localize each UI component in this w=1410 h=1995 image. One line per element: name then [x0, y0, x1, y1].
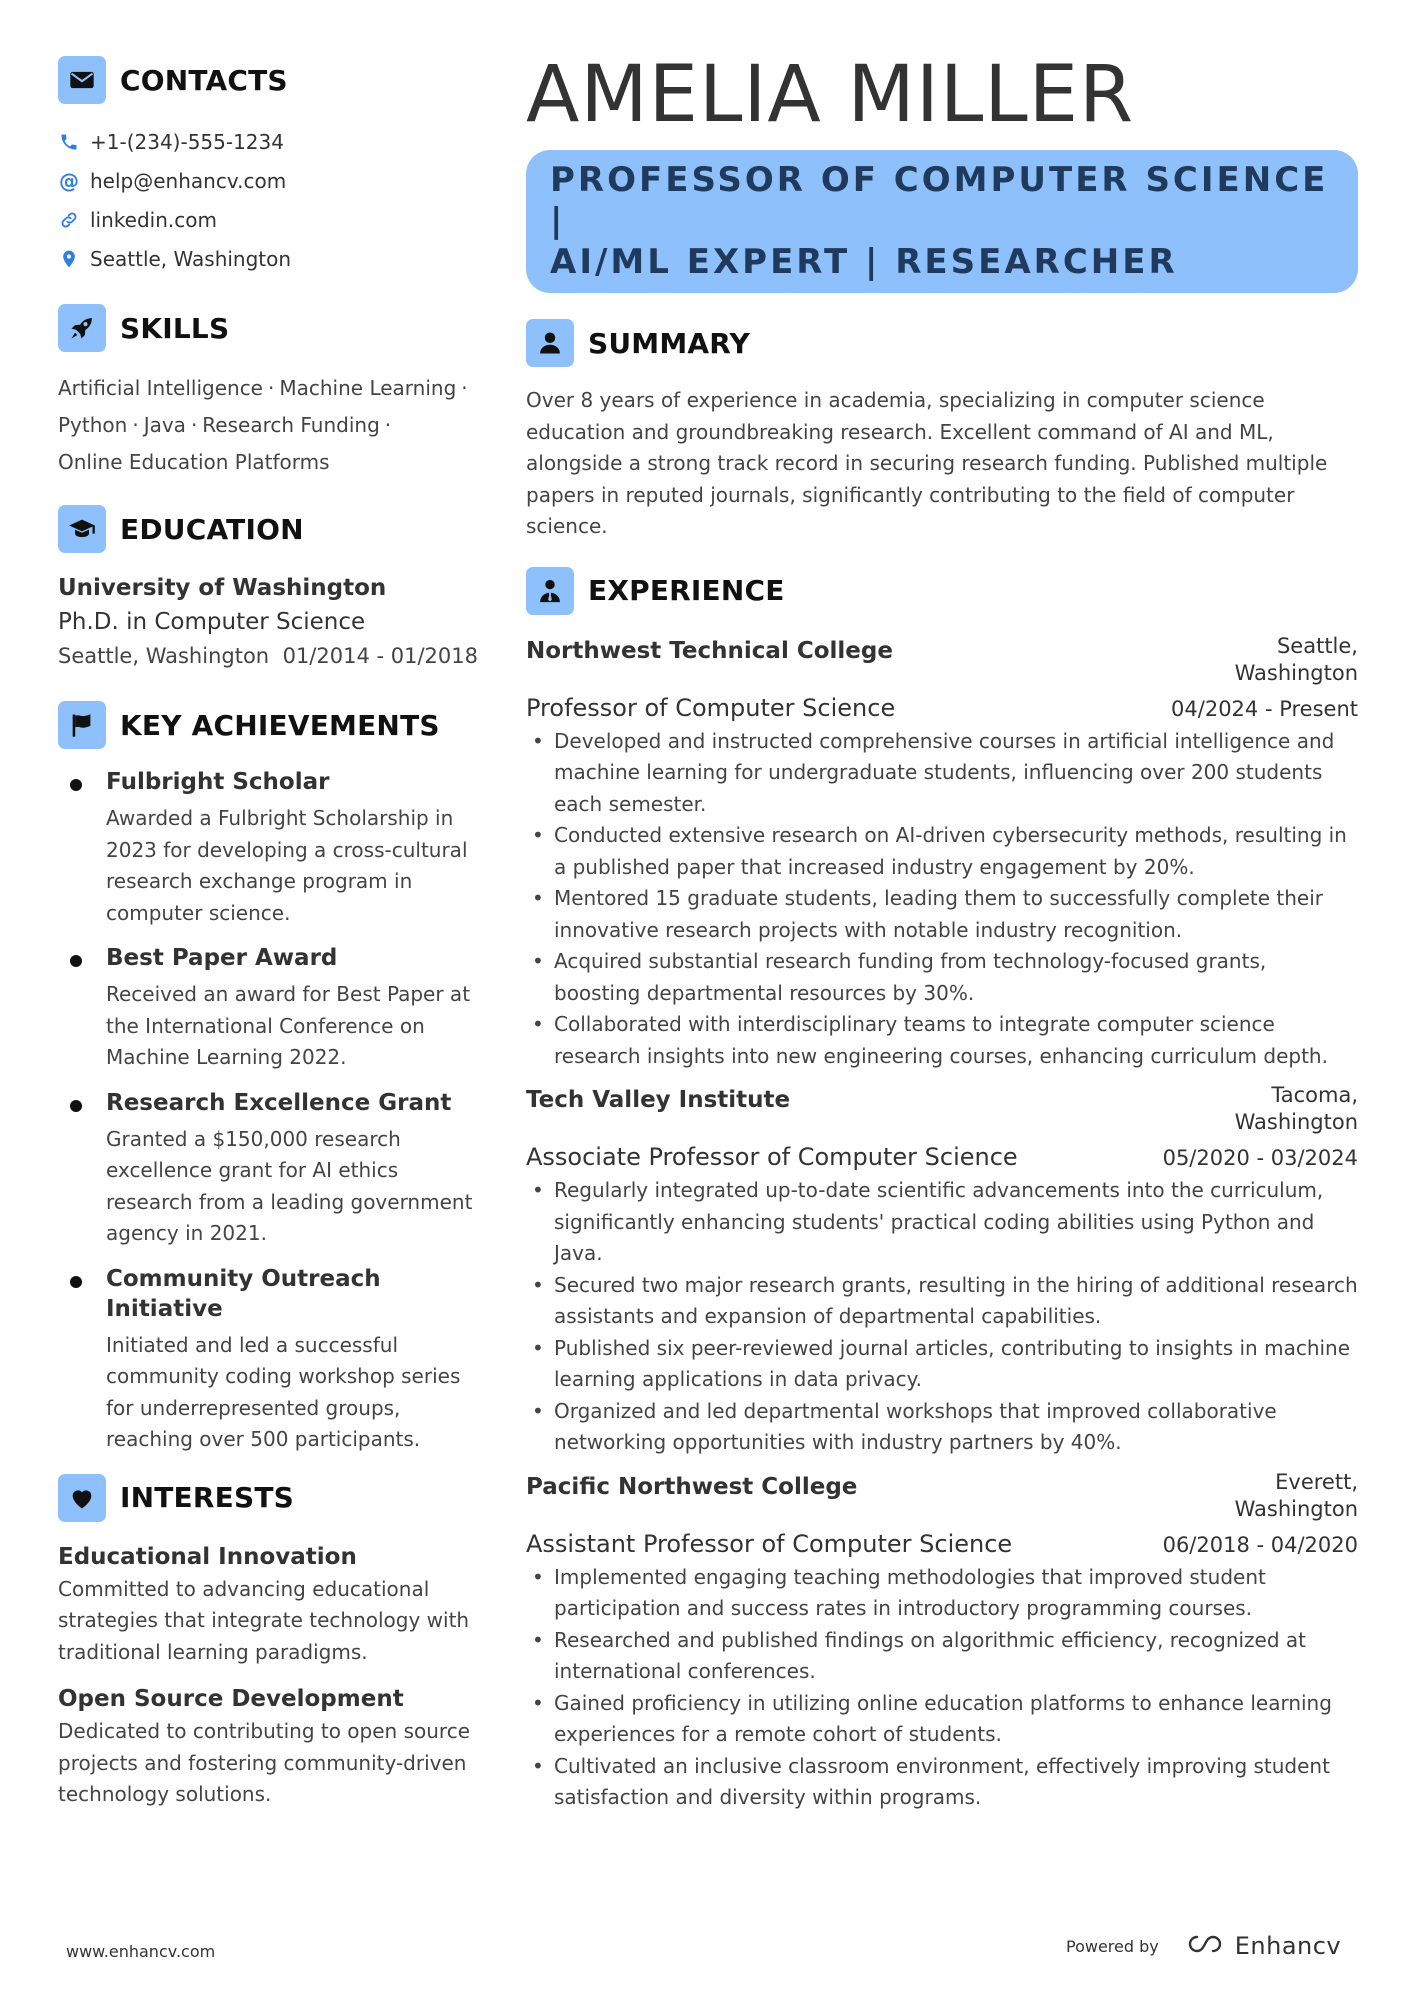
achievement-item: [58, 767, 478, 929]
achievement-title: Best Paper Award: [106, 945, 338, 971]
skill-item: Java: [143, 413, 186, 437]
briefcase-user-icon: [526, 567, 574, 615]
achievements-section: [58, 701, 478, 1456]
job-bullet: • Organized and led departmental workshops that improved collaborative networking opportunities with industry partners by 40%.: [526, 1396, 1358, 1459]
education-title: EDUCATION: [120, 512, 304, 546]
bullet-dot: [70, 1100, 82, 1112]
at-sign-icon: @: [59, 168, 79, 193]
job-bullet: • Regularly integrated up-to-date scientific advancements into the curriculum, significantly enhancing students' practical coding abilities using Python and Java.: [526, 1175, 1358, 1270]
bullet-dot: [70, 779, 82, 791]
job-role-row: [526, 1527, 1358, 1562]
summary-section: [526, 319, 1358, 543]
job-bullet: • Implemented engaging teaching methodologies that improved student participation and success rates in introductory programming courses.: [526, 1562, 1358, 1625]
edu-meta: [58, 639, 478, 673]
job-entry: [526, 1469, 1358, 1814]
job-company: Northwest Technical College: [526, 637, 893, 664]
skill-separator: ·: [384, 413, 392, 437]
phone-text: +1-(234)-555-1234: [90, 129, 284, 154]
job-dates: 05/2020 - 03/2024: [1162, 1146, 1358, 1170]
job-bullet: • Collaborated with interdisciplinary teams to integrate computer science research insights into new engineering courses, enhancing curriculum depth.: [526, 1009, 1358, 1072]
brand-name: Enhancv: [1234, 1932, 1342, 1960]
location-text: Seattle, Washington: [90, 246, 292, 271]
skills-section: [58, 304, 478, 481]
job-role-row: [526, 691, 1358, 726]
job-entry: [526, 633, 1358, 1073]
job-bullet: • Cultivated an inclusive classroom environment, effectively improving student satisfaction and diversity within programs.: [526, 1751, 1358, 1814]
contact-location: [58, 239, 478, 278]
job-header: [526, 1082, 1358, 1136]
job-entry: [526, 1082, 1358, 1459]
education-section: [58, 505, 478, 673]
skill-item: Artificial Intelligence: [58, 376, 263, 400]
experience-title: EXPERIENCE: [588, 574, 785, 607]
bullet-dot: [70, 1276, 82, 1288]
experience-header: [526, 567, 1358, 615]
job-location-city: Tacoma,: [1271, 1083, 1358, 1107]
contacts-title: CONTACTS: [120, 63, 288, 97]
skill-item: Research Funding: [202, 413, 380, 437]
contact-phone[interactable]: [58, 122, 478, 161]
job-company: Tech Valley Institute: [526, 1087, 791, 1113]
interest-desc: Committed to advancing educational strategies that integrate technology with traditional learning paradigms.: [58, 1576, 470, 1664]
skill-item: Python: [58, 413, 128, 437]
map-pin-icon: [58, 248, 80, 270]
skills-list: [58, 370, 478, 481]
contacts-section: [58, 56, 478, 278]
summary-text: Over 8 years of experience in academia, specializing in computer science education and groundbreaking research. Excellent command of AI and ML, alongside a strong track record in securing research funding. Published multiple papers in reputed journals, significantly contributing to the field of computer science.: [526, 388, 1328, 538]
achievement-item: [58, 1264, 478, 1456]
edu-school: University of Washington: [58, 575, 387, 601]
job-role: Professor of Computer Science: [526, 693, 896, 722]
job-bullets: [526, 726, 1358, 1073]
job-dates: 04/2024 - Present: [1171, 696, 1358, 721]
skills-title: SKILLS: [120, 311, 230, 345]
job-role: Assistant Professor of Computer Science: [526, 1529, 1013, 1558]
edu-degree: Ph.D. in Computer Science: [58, 609, 366, 635]
experience-section: [526, 567, 1358, 1814]
job-location-state: Washington: [1234, 660, 1358, 685]
envelope-icon: [58, 56, 106, 104]
skill-item: Machine Learning: [279, 376, 457, 400]
job-location: [1235, 633, 1358, 687]
education-header: [58, 505, 478, 553]
job-bullets: [526, 1175, 1358, 1459]
skill-separator: ·: [461, 376, 468, 400]
email-text: help@enhancv.com: [90, 168, 287, 193]
job-bullet: • Acquired substantial research funding from technology-focused grants, boosting departmental resources by 30%.: [526, 946, 1358, 1009]
title-line-1: PROFESSOR OF COMPUTER SCIENCE |: [550, 160, 1329, 241]
edu-location: Seattle, Washington: [58, 644, 270, 668]
job-bullets: [526, 1562, 1358, 1814]
job-role: Associate Professor of Computer Science: [526, 1143, 1018, 1171]
heart-icon: [58, 1474, 106, 1522]
job-bullet: • Published six peer-reviewed journal articles, contributing to insights in machine learning applications in data privacy.: [526, 1333, 1358, 1396]
achievement-desc: Awarded a Fulbright Scholarship in 2023 for developing a cross-cultural research exchange program in computer science.: [106, 806, 468, 925]
achievement-item: [58, 943, 478, 1074]
job-company: Pacific Northwest College: [526, 1473, 858, 1500]
job-location-city: Seattle,: [1276, 633, 1358, 658]
bullet-dot: [70, 955, 82, 967]
interest-title: Open Source Development: [58, 1686, 404, 1712]
job-bullet: • Conducted extensive research on AI-driven cybersecurity methods, resulting in a published paper that increased industry engagement by 20%.: [526, 820, 1358, 883]
powered-by-text: Powered by: [1066, 1936, 1159, 1956]
job-bullet: • Mentored 15 graduate students, leading them to successfully complete their innovative research projects with notable industry recognition.: [526, 883, 1358, 946]
candidate-name: AMELIA MILLER: [526, 50, 1135, 140]
interests-section: [58, 1474, 478, 1811]
achievements-title: KEY ACHIEVEMENTS: [120, 708, 440, 742]
achievement-desc: Received an award for Best Paper at the International Conference on Machine Learning 2022.: [106, 982, 471, 1069]
achievement-title: Fulbright Scholar: [106, 769, 330, 795]
job-bullet: • Developed and instructed comprehensive courses in artificial intelligence and machine learning for undergraduate students, influencing over 200 students each semester.: [526, 726, 1358, 821]
skill-item: Online Education Platforms: [58, 450, 330, 474]
right-column: [526, 50, 1358, 1824]
contacts-header: [58, 56, 478, 104]
phone-icon: [58, 131, 80, 153]
title-line-2: AI/ML EXPERT | RESEARCHER: [550, 242, 1178, 282]
enhancv-logo-icon: [1183, 1932, 1227, 1960]
user-icon: [526, 319, 574, 367]
interests-header: [58, 1474, 478, 1522]
flag-icon: [58, 701, 106, 749]
achievement-title: Research Excellence Grant: [106, 1089, 452, 1116]
job-role-row: [526, 1140, 1358, 1175]
link-icon: [58, 209, 80, 231]
interest-title: Educational Innovation: [58, 1543, 357, 1570]
summary-title: SUMMARY: [588, 326, 751, 360]
achievement-desc: Initiated and led a successful community coding workshop series for underrepresented groups, reaching over 500 participants.: [106, 1332, 461, 1451]
contact-email[interactable]: [58, 161, 478, 200]
footer-brand[interactable]: [1066, 1932, 1341, 1960]
footer-website[interactable]: www.enhancv.com: [66, 1942, 216, 1961]
achievement-item: [58, 1088, 478, 1250]
achievements-header: [58, 701, 478, 749]
job-location: [1235, 1469, 1358, 1523]
skill-separator: ·: [190, 413, 198, 437]
title-banner: [526, 150, 1358, 293]
skills-header: [58, 304, 478, 352]
job-bullet: • Secured two major research grants, resulting in the hiring of additional research assistants and expansion of departmental capabilities.: [526, 1270, 1358, 1333]
interest-desc: Dedicated to contributing to open source projects and fostering community-driven technology solutions.: [58, 1719, 470, 1806]
achievement-desc: Granted a $150,000 research excellence grant for AI ethics research from a leading government agency in 2021.: [106, 1126, 473, 1245]
job-bullet: • Gained proficiency in utilizing online education platforms to enhance learning experiences for a remote cohort of students.: [526, 1688, 1358, 1751]
job-bullet: • Researched and published findings on algorithmic efficiency, recognized at international conferences.: [526, 1625, 1358, 1688]
job-location: [1235, 1082, 1358, 1136]
graduation-cap-icon: [58, 505, 106, 553]
job-header: [526, 633, 1358, 687]
job-location-state: Washington: [1234, 1110, 1358, 1134]
left-column: [58, 56, 478, 1825]
skill-separator: ·: [268, 376, 275, 400]
summary-header: [526, 319, 1358, 367]
edu-dates: 01/2014 - 01/2018: [282, 644, 478, 668]
rocket-icon: [58, 304, 106, 352]
skill-separator: ·: [132, 413, 139, 437]
linkedin-text: linkedin.com: [90, 207, 217, 232]
interests-title: INTERESTS: [120, 1481, 294, 1514]
achievement-title: Community Outreach Initiative: [106, 1265, 381, 1322]
job-dates: 06/2018 - 04/2020: [1162, 1532, 1358, 1557]
job-location-city: Everett,: [1275, 1469, 1358, 1494]
job-header: [526, 1469, 1358, 1523]
job-location-state: Washington: [1234, 1496, 1358, 1521]
contact-linkedin[interactable]: [58, 200, 478, 239]
